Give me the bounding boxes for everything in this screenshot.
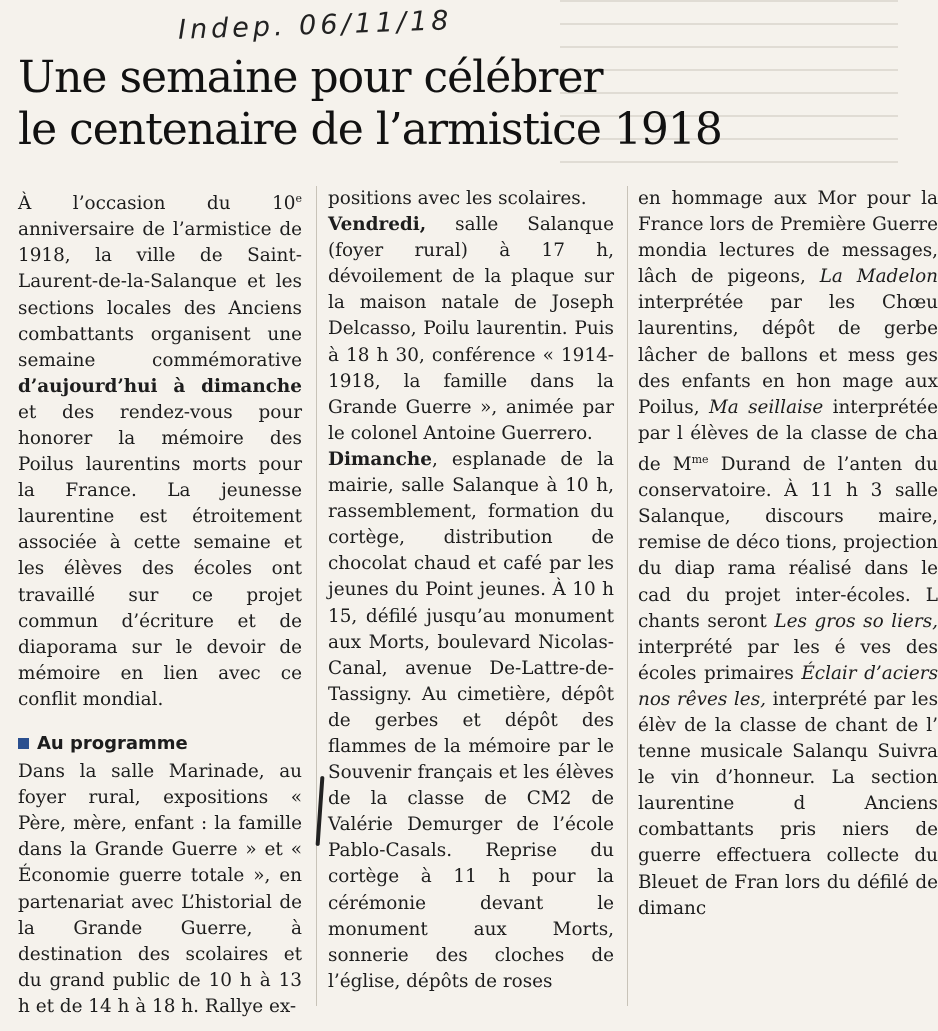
title-line-1: Une semaine pour célébrer [18, 52, 603, 103]
bold-day: Dimanche [328, 448, 432, 470]
column-1 [18, 186, 302, 1016]
friday-paragraph [328, 212, 614, 447]
italic-title: Ma seillaise [708, 396, 824, 418]
italic-title: Éclair d’aciers nos rêves les, [638, 662, 938, 710]
text-run: salle Salanque (foyer rural) à 17 h, dévoilement de la plaque sur la maison natale de Joseph Delcasso, Poilu laurentin. Puis à 18 h 30, conférence « 1914-1918, la famille dans la Grande Guerre », animée par le colonel Antoine Guerrero. [328, 214, 614, 444]
subheading-text: Au programme [37, 733, 188, 754]
column-3-paragraph [638, 186, 938, 922]
bold-dates: d’aujourd’hui à dimanche [18, 375, 302, 397]
column-2 [328, 186, 614, 1016]
text-run: interprétée par l élèves de la classe de cha de M [638, 396, 938, 476]
column-rule [316, 186, 317, 1006]
sunday-paragraph [328, 447, 614, 995]
text-run: Durand de l’anten du conservatoire. À 11 h 3 salle Salanque, discours maire, remise de déco tions, projection du diap rama réalisé dans le cad du projet inter-écoles. L chants seront [638, 454, 938, 632]
italic-title: Les gros so liers, [774, 610, 938, 632]
article-title [18, 52, 878, 156]
text-run: interprétée par les Chœu laurentins, dépôt de gerbe lâcher de ballons et mess ges des enfants en hon mage aux Poilus, [638, 292, 938, 418]
text-run: et des rendez-vous pour honorer la mémoire des Poilus laurentins morts pour la France. La jeunesse laurentine est étroitement associée à cette semaine et les élèves des écoles ont travaillé sur ce projet commun d’écriture et de diaporama sur le devoir de mémoire en lien avec ce conflit mondial. [18, 401, 302, 710]
bold-day: Vendredi, [328, 214, 427, 236]
text-run: À l’occasion du 10 [18, 193, 296, 215]
title-line-2: le centenaire de l’armistice 1918 [18, 104, 722, 155]
column-3 [638, 186, 938, 1016]
superscript: me [691, 452, 709, 466]
subheading [18, 731, 302, 757]
text-run: , esplanade de la mairie, salle Salanque à 10 h, rassemblement, formation du cortège, distribution de chocolat chaud et café par les jeunes du Point jeunes. À 10 h 15, défilé jusqu’au monument aux Morts, boulevard Nicolas-Canal, avenue De-Lattre-de-Tassigny. Au cimetière, dépôt de gerbes et dépôt des flammes de la mémoire par le Souvenir français et les élèves de la classe de CM2 de Valérie Demurger de l’école Pablo-Casals. Reprise du cortège à 11 h pour la cérémonie devant le monument aux Morts, sonnerie des cloches de l’église, dépôts de roses [328, 448, 614, 992]
text-run: positions avec les scolaires. [328, 188, 587, 209]
square-bullet-icon [18, 738, 29, 749]
text-run: interprété par les élèv de la classe de chant de l’ tenne musicale Salanqu Suivra le vin d’honneur. La section laurentine d Anciens combattants pris niers de guerre effectuera collecte du Bleuet de Fran lors du défilé de dimanc [638, 688, 938, 919]
italic-title: La Madelon [819, 266, 938, 288]
superscript: e [295, 192, 302, 205]
intro-paragraph [18, 186, 302, 713]
column-rule [627, 186, 628, 1006]
text-run: anniversaire de l’armistice de 1918, la ville de Saint-Laurent-de-la-Salanque et les sections locales des Anciens combattants organisent une semaine commémorative [18, 219, 302, 371]
handwritten-note: Indep. 06/11/18 [177, 5, 453, 46]
text-run: en hommage aux Mor pour la France lors de Première Guerre mondia lectures de messages, lâch de pigeons, [638, 188, 938, 288]
text-run: interprété par les é ves des écoles primaires [638, 636, 938, 684]
program-paragraph: Dans la salle Marinade, au foyer rural, expositions « Père, mère, enfant : la famille dans la Grande Guerre » et « Économie guerre totale », en partenariat avec L’historial de la Grande Guerre, à destination des scolaires et du grand public de 10 h à 13 h et de 14 h à 18 h. Rallye ex- [18, 761, 302, 1017]
